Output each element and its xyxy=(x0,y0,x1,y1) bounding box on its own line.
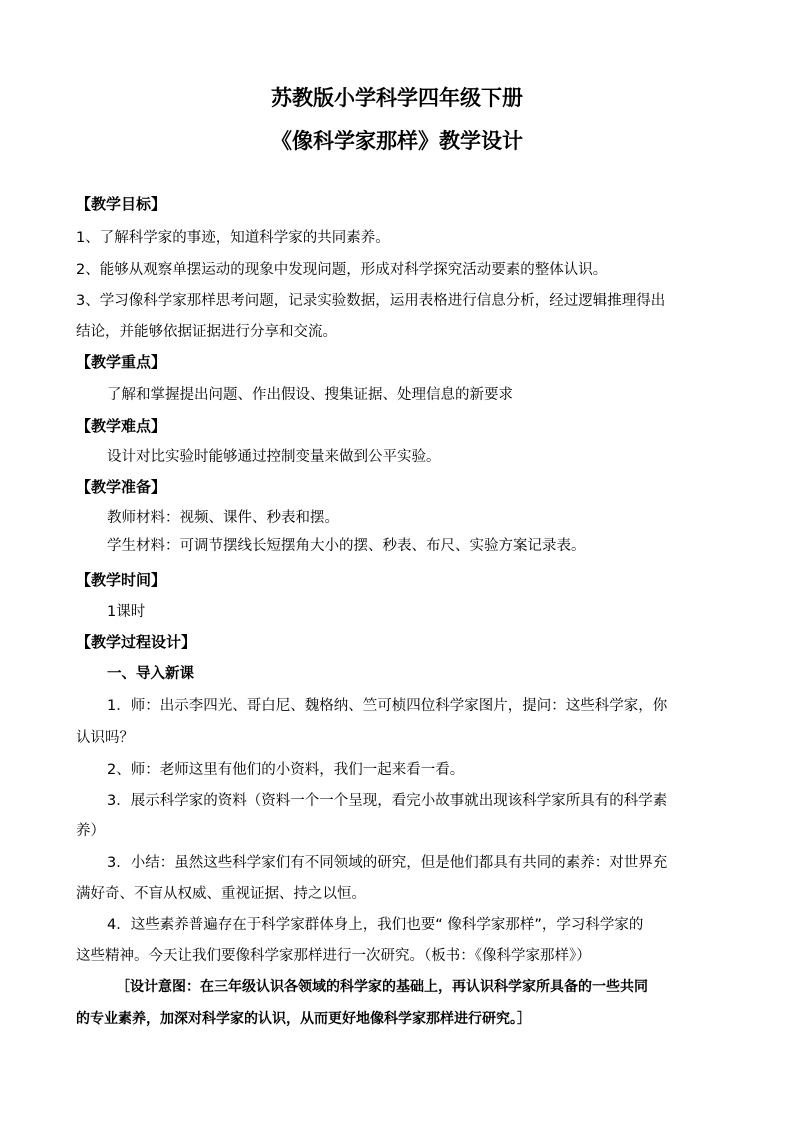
heading-process-design: 【教学过程设计】 xyxy=(76,633,197,651)
design-intent-line-2: 的专业素养，加深对科学家的认识，从而更好地像科学家那样进行研究。］ xyxy=(76,1011,531,1027)
preparation-student: 学生材料：可调节摆线长短摆角大小的摆、秒表、布尺、实验方案记录表。 xyxy=(107,538,586,554)
key-points-text: 了解和掌握提出问题、作出假设、搜集证据、处理信息的新要求 xyxy=(107,387,513,403)
goal-item-3-line-1: 3、学习像科学家那样思考问题，记录实验数据，运用表格进行信息分析，经过逻辑推理得出 xyxy=(76,293,666,309)
goal-item-2: 2、能够从观察单摆运动的现象中发现问题，形成对科学探究活动要素的整体认识。 xyxy=(76,262,608,278)
heading-key-points: 【教学重点】 xyxy=(76,353,167,371)
heading-difficulties: 【教学难点】 xyxy=(76,417,167,435)
paragraph-3-line-1: 3．展示科学家的资料（资料一个一个呈现，看完小故事就出现该科学家所具有的科学素 xyxy=(107,793,668,809)
heading-teaching-time: 【教学时间】 xyxy=(76,571,167,589)
paragraph-5-line-1: 4．这些素养普遍存在于科学家群体身上，我们也要“ 像科学家那样”，学习科学家的 xyxy=(107,917,644,933)
heading-teaching-goals: 【教学目标】 xyxy=(76,195,167,213)
paragraph-2: 2、师：老师这里有他们的小资料，我们一起来看一看。 xyxy=(107,762,465,778)
heading-preparation: 【教学准备】 xyxy=(76,478,167,496)
document-subtitle: 《像科学家那样》教学设计 xyxy=(271,128,523,153)
difficulties-text: 设计对比实验时能够通过控制变量来做到公平实验。 xyxy=(107,449,441,465)
paragraph-1-line-1: 1．师：出示李四光、哥白尼、魏格纳、竺可桢四位科学家图片，提问：这些科学家，你 xyxy=(107,698,668,714)
document-title: 苏教版小学科学四年级下册 xyxy=(271,85,523,110)
paragraph-4-line-1: 3．小结：虽然这些科学家们有不同领域的研究，但是他们都具有共同的素养：对世界充 xyxy=(107,855,668,871)
paragraph-3-line-2: 养） xyxy=(76,823,105,839)
design-intent-line-1: ［设计意图：在三年级认识各领域的科学家的基础上，再认识科学家所具备的一些共同 xyxy=(116,979,648,995)
preparation-teacher: 教师材料：视频、课件、秒表和摆。 xyxy=(107,510,339,526)
paragraph-1-line-2: 认识吗？ xyxy=(76,730,134,746)
goal-item-1: 1、了解科学家的事迹，知道科学家的共同素养。 xyxy=(76,230,390,246)
goal-item-3-line-2: 结论，并能够依据证据进行分享和交流。 xyxy=(76,324,337,340)
paragraph-4-line-2: 满好奇、不盲从权威、重视证据、持之以恒。 xyxy=(76,886,366,902)
section-intro-title: 一、导入新课 xyxy=(107,666,194,682)
teaching-time-text: 1课时 xyxy=(107,604,146,620)
paragraph-5-line-2: 这些精神。今天让我们要像科学家那样进行一次研究。（板书：《像科学家那样》） xyxy=(76,948,591,964)
